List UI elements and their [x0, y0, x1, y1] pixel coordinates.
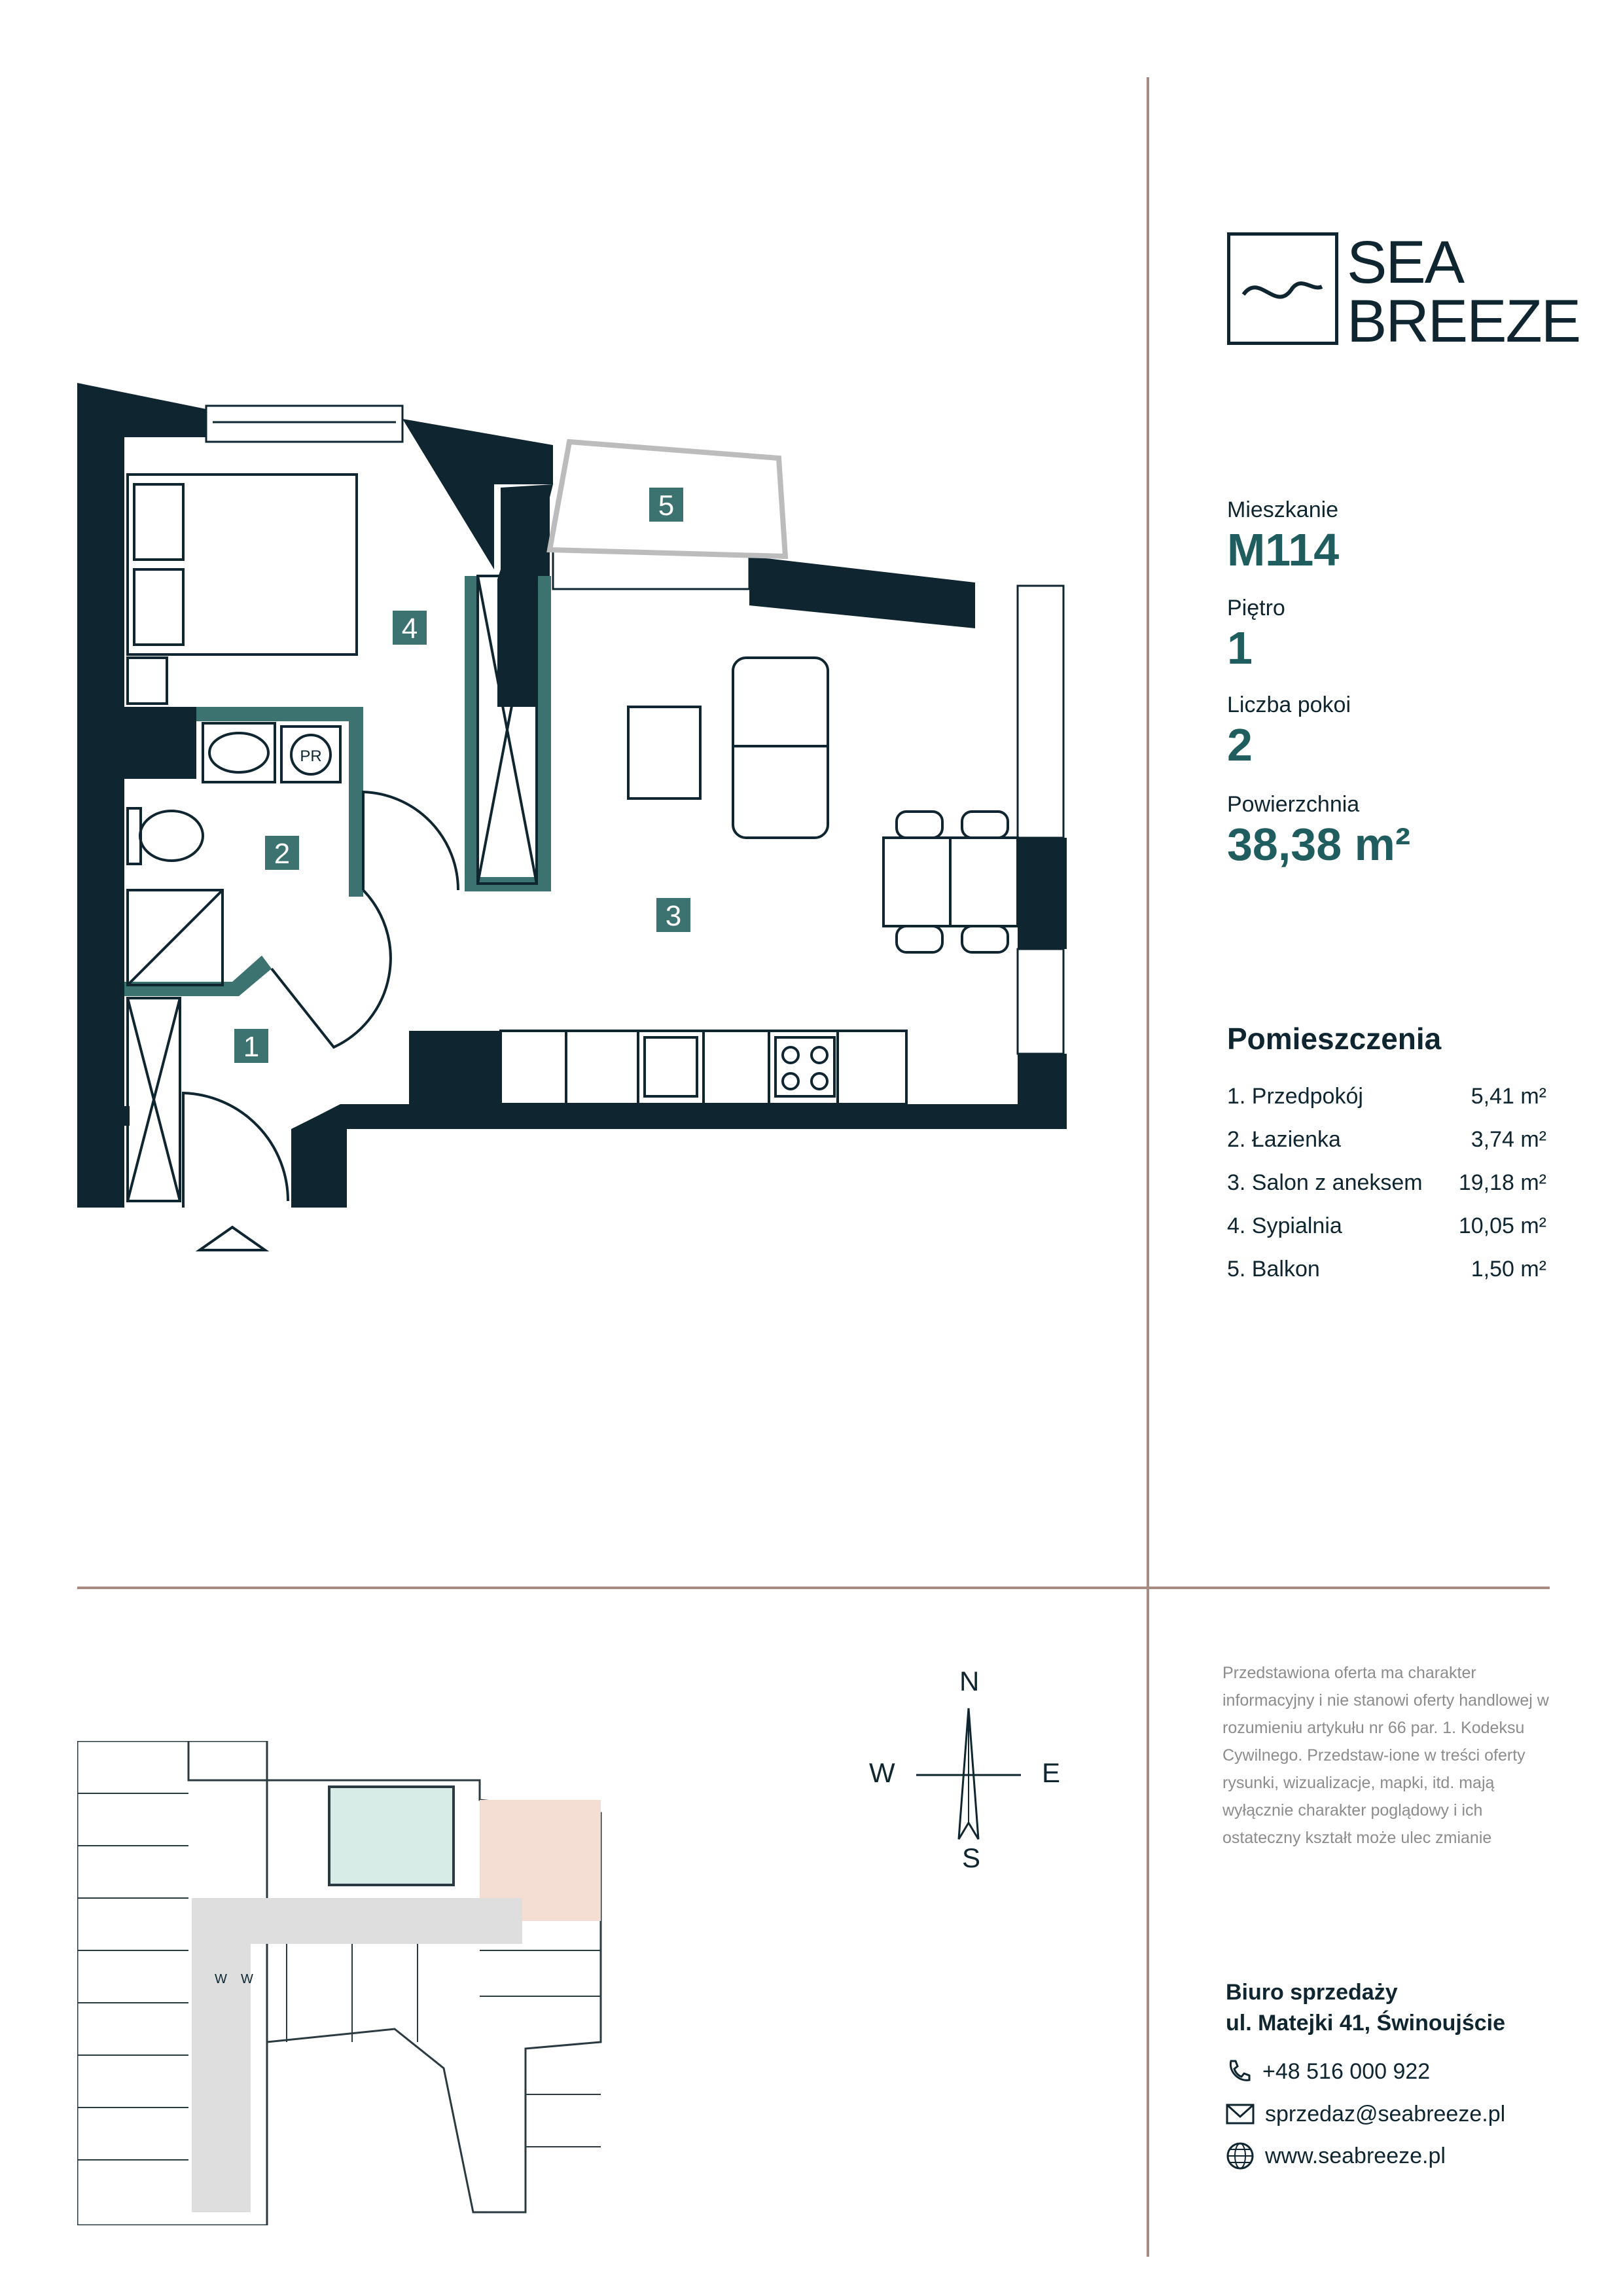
compass-n: N: [959, 1666, 980, 1696]
room-item-area: 19,18 m²: [1458, 1170, 1546, 1195]
floor-value: 1: [1227, 622, 1253, 673]
compass-s: S: [962, 1842, 981, 1873]
rooms-count-label: Liczba pokoi: [1227, 692, 1351, 717]
floor-label: Piętro: [1227, 596, 1285, 620]
door-bathroom: [272, 890, 391, 1047]
compass-rose-icon: [903, 1702, 1034, 1846]
room-item-name: 5. Balkon: [1227, 1257, 1320, 1282]
bath-wall-top: [196, 707, 363, 721]
horizontal-divider: [77, 1587, 1550, 1589]
room-label-5: 5: [658, 490, 675, 522]
contact-web-text: www.seabreeze.pl: [1265, 2143, 1446, 2168]
room-item-name: 3. Salon z aneksem: [1227, 1170, 1423, 1195]
wall-hall: [77, 1106, 130, 1126]
room-item-area: 5,41 m²: [1471, 1084, 1546, 1109]
wave-icon: [1243, 283, 1322, 297]
toilet: [128, 808, 141, 864]
room-label-2: 2: [274, 838, 291, 870]
bath-wall-south: [124, 956, 272, 996]
vertical-divider: [1147, 77, 1149, 2257]
door-bedroom: [363, 792, 458, 890]
contact-phone-text: +48 516 000 922: [1262, 2058, 1431, 2084]
kitchen-sink: [645, 1037, 697, 1096]
building-keyplan: [77, 1741, 607, 2225]
logo-text-line1: SEA: [1347, 229, 1464, 296]
wall-south: [291, 1104, 1067, 1208]
mail-icon: [1226, 2101, 1255, 2127]
door-entrance: [183, 1093, 288, 1208]
bed: [128, 475, 357, 655]
room-label-4: 4: [401, 613, 418, 645]
keyplan-corridor: [208, 1898, 522, 1944]
entrance-arrow-icon: [200, 1227, 265, 1250]
wall-west: [77, 383, 206, 1208]
contact-email[interactable]: [1226, 2101, 1505, 2127]
room-item-name: 4. Sypialnia: [1227, 1213, 1342, 1238]
keyplan-label-w: W: [215, 1972, 227, 1986]
unit-value: M114: [1227, 524, 1340, 575]
window-north: [206, 406, 402, 442]
washing-machine-label: PR: [300, 747, 322, 765]
room-label-1: 1: [243, 1031, 260, 1063]
sales-office-title: Biuro sprzedaży: [1226, 1980, 1398, 2005]
logo-mark: [1227, 232, 1338, 345]
phone-icon: [1226, 2058, 1252, 2085]
keyplan-label-w: W: [241, 1972, 253, 1986]
compass-w: W: [869, 1757, 895, 1788]
wall-east-pillar: [1018, 838, 1067, 949]
sofa: [733, 658, 828, 838]
sales-office-address: ul. Matejki 41, Świnoujście: [1226, 2011, 1506, 2036]
coffee-table: [628, 707, 700, 798]
keyplan-pool: [329, 1787, 454, 1885]
wall-kitchen-block: [409, 1031, 501, 1104]
floor-plan: [0, 0, 1113, 1283]
room-item-area: 1,50 m²: [1471, 1257, 1546, 1282]
contact-phone[interactable]: [1226, 2058, 1430, 2085]
area-label: Powierzchnia: [1227, 792, 1360, 817]
contact-email-text: sprzedaz@seabreeze.pl: [1265, 2101, 1506, 2126]
window-east-lower: [1018, 949, 1063, 1054]
room-item-area: 3,74 m²: [1471, 1127, 1546, 1152]
wall-north-east: [749, 556, 975, 628]
window-east-upper: [1018, 586, 1063, 838]
room-item-name: 1. Przedpokój: [1227, 1084, 1363, 1109]
globe-icon: [1226, 2142, 1255, 2170]
wall-bath-west: [124, 707, 196, 779]
contact-web[interactable]: [1226, 2142, 1446, 2170]
disclaimer: Przedstawiona oferta ma charakter informacyjny i nie stanowi oferty handlowej w rozumieniu artykułu nr 66 par. 1. Kodeksu Cywilnego. Przedstaw-ione w treści oferty rysunki, wizualizacje, mapki, itd. mają wyłącznie charakter poglądowy i ich ostateczny kształt może ulec zmianie: [1222, 1664, 1549, 1847]
rooms-heading: Pomieszczenia: [1227, 1022, 1442, 1056]
nightstand: [128, 658, 167, 704]
room-label-3: 3: [665, 900, 682, 932]
unit-label: Mieszkanie: [1227, 497, 1339, 522]
room-item-name: 2. Łazienka: [1227, 1127, 1341, 1152]
logo-text-line2: BREEZE: [1347, 288, 1580, 355]
closet-wall-right: [537, 576, 551, 890]
rooms-count-value: 2: [1227, 719, 1253, 770]
bath-wall-east: [349, 707, 363, 897]
compass-e: E: [1042, 1757, 1061, 1788]
room-item-area: 10,05 m²: [1458, 1213, 1546, 1238]
area-value: 38,38 m²: [1227, 819, 1411, 870]
